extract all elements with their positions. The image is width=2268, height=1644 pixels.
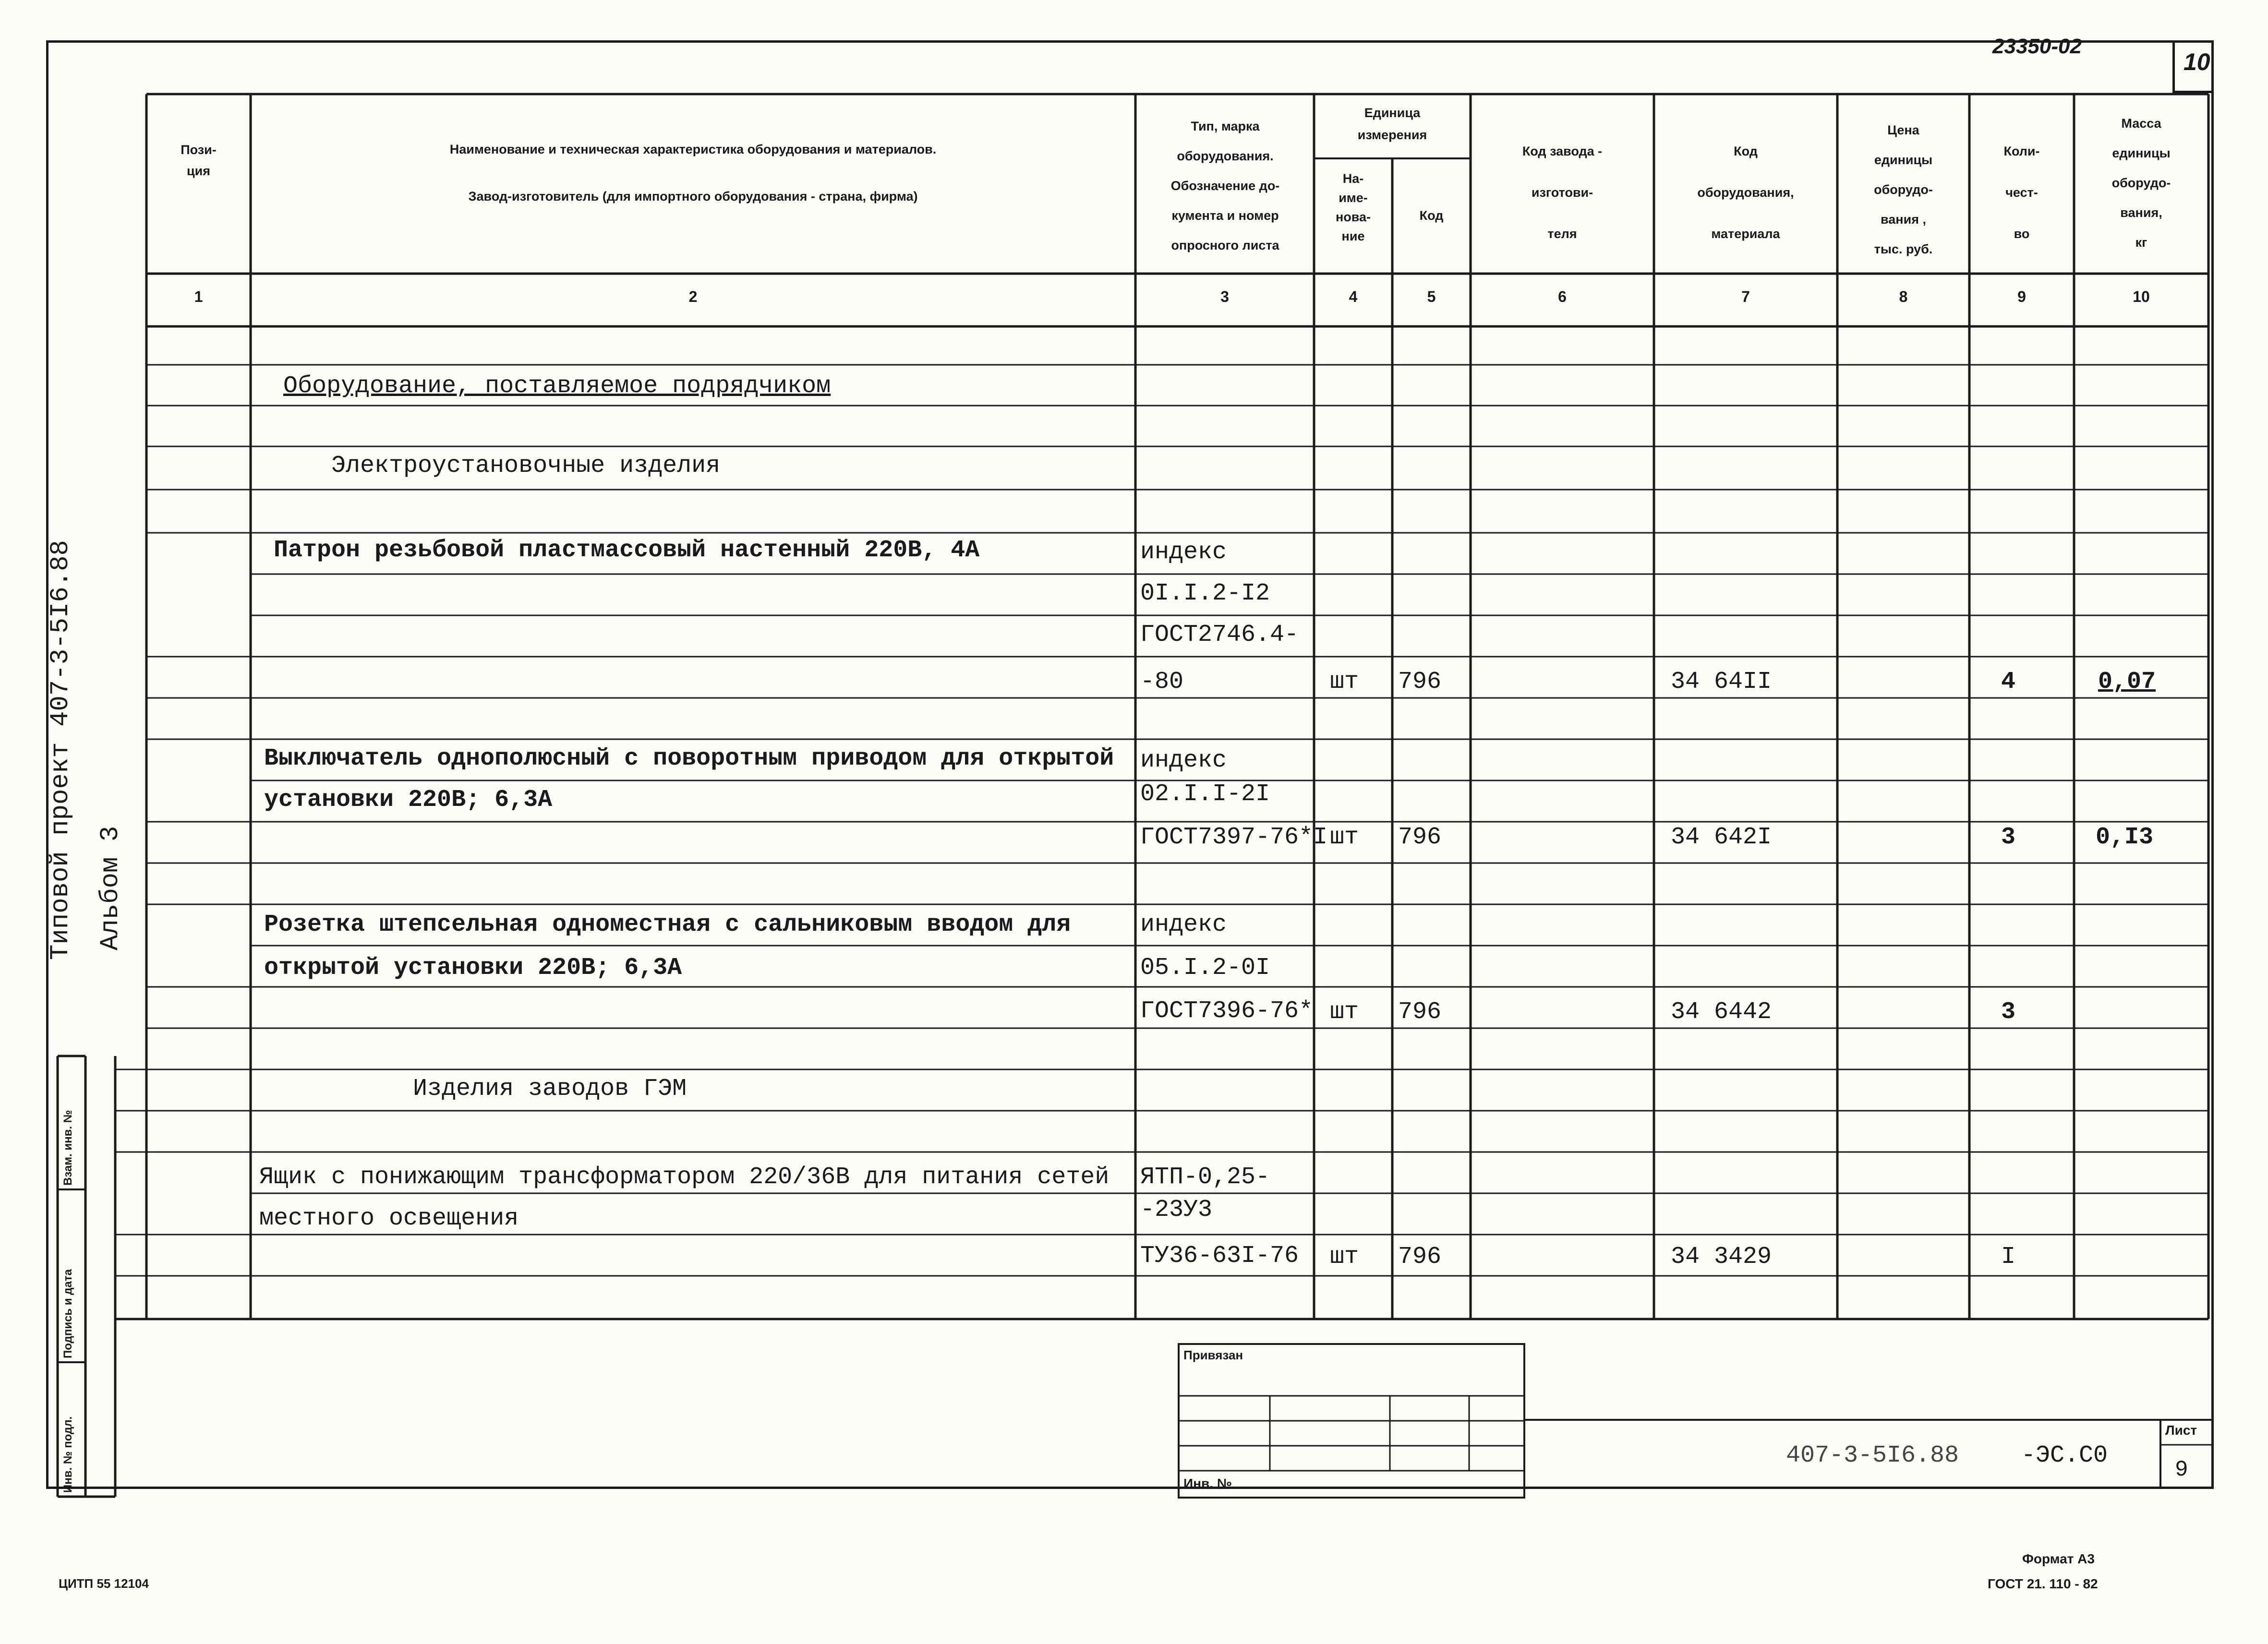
- header-material-code: Код оборудования, материала: [1697, 144, 1794, 241]
- item-name: установки 220В; 6,3А: [264, 786, 553, 814]
- item-type: индекс: [1140, 539, 1227, 566]
- item-type: ГОСТ7396-76*: [1140, 997, 1314, 1025]
- item-material-code: 34 64II: [1671, 668, 1772, 696]
- colnum-5: 5: [1427, 288, 1436, 305]
- side-album-title: Альбом 3: [96, 826, 125, 950]
- header-quantity: Коли- чест- во: [2003, 144, 2040, 241]
- page-number-top: 10: [2184, 48, 2210, 75]
- item-name: открытой установки 220В; 6,3А: [264, 954, 682, 982]
- colnum-8: 8: [1899, 288, 1908, 305]
- item-type: ГОСТ2746.4-: [1140, 621, 1299, 648]
- header-unit: Единица измерения: [1357, 106, 1427, 142]
- item-type: -23У3: [1140, 1196, 1213, 1224]
- item-unit: шт: [1330, 668, 1359, 696]
- colnum-10: 10: [2133, 288, 2150, 305]
- item-name: местного освещения: [259, 1205, 519, 1232]
- item-quantity: 4: [2001, 668, 2016, 696]
- section-heading-electrical: Электроустановочные изделия: [331, 452, 721, 480]
- colnum-3: 3: [1220, 288, 1229, 305]
- footer-format: Формат А3: [2022, 1551, 2095, 1566]
- header-unit-code: Код: [1419, 208, 1444, 223]
- item-type: ЯТП-0,25-: [1140, 1164, 1270, 1191]
- item-name: Розетка штепсельная одноместная с сальниковым вводом для: [264, 911, 1071, 938]
- header-position: Пози- ция: [181, 143, 217, 178]
- footer-gost: ГОСТ 21. 110 - 82: [1988, 1576, 2098, 1591]
- header-type: Тип, марка оборудования. Обозначение до- кумента и номер опросного листа: [1170, 119, 1280, 252]
- item-name: Выключатель однополюсный с поворотным приводом для открытой: [264, 745, 1114, 772]
- item-mass: 0,I3: [2096, 824, 2154, 851]
- doc-number-top: 23350-02: [1992, 35, 2082, 58]
- item-material-code: 34 642I: [1671, 824, 1772, 851]
- item-material-code: 34 3429: [1671, 1243, 1772, 1271]
- colnum-6: 6: [1558, 288, 1567, 305]
- item-type: индекс: [1140, 911, 1227, 938]
- item-unit-code: 796: [1398, 998, 1442, 1026]
- item-name: Патрон резьбовой пластмассовый настенный 220В, 4А: [274, 537, 980, 564]
- section-heading-contractor: Оборудование, поставляемое подрядчиком: [283, 372, 831, 400]
- item-material-code: 34 6442: [1671, 998, 1772, 1026]
- header-name-line2: Завод-изготовитель (для импортного оборудования - страна, фирма): [468, 189, 918, 204]
- colnum-1: 1: [194, 288, 203, 305]
- footer-citp: ЦИТП 55 12104: [59, 1576, 149, 1591]
- side-box-inv: Инв. № подл.: [61, 1416, 74, 1493]
- item-type: ГОСТ7397-76*I: [1140, 824, 1328, 851]
- item-quantity: 3: [2001, 824, 2016, 851]
- item-quantity: 3: [2001, 998, 2016, 1026]
- item-quantity: I: [2001, 1243, 2016, 1271]
- item-unit-code: 796: [1398, 668, 1442, 696]
- item-unit: шт: [1330, 998, 1359, 1026]
- header-unit-name: На- име- нова- ние: [1335, 171, 1371, 243]
- section-heading-gem: Изделия заводов ГЭМ: [413, 1075, 687, 1103]
- item-unit-code: 796: [1398, 1243, 1442, 1271]
- item-name: Ящик с понижающим трансформатором 220/36В для питания сетей: [259, 1164, 1110, 1191]
- stamp-list-number: 9: [2175, 1457, 2188, 1482]
- stamp-doc-number: 407-3-5I6.88: [1786, 1442, 1959, 1469]
- side-box-sign: Подпись и дата: [61, 1269, 74, 1358]
- header-price: Цена единицы оборудо- вания , тыс. руб.: [1874, 123, 1933, 256]
- header-name-line1: Наименование и техническая характеристика оборудования и материалов.: [449, 142, 937, 156]
- stamp-inv: Инв. №: [1183, 1476, 1232, 1491]
- item-type: индекс: [1140, 747, 1227, 774]
- stamp-list-label: Лист: [2165, 1423, 2197, 1438]
- header-mass: Масса единицы оборудо- вания, кг: [2111, 116, 2171, 250]
- colnum-9: 9: [2017, 288, 2026, 305]
- item-unit-code: 796: [1398, 824, 1442, 851]
- item-type: ТУ36-63I-76: [1140, 1242, 1299, 1270]
- stamp-doc-suffix: -ЭС.С0: [2021, 1442, 2108, 1469]
- colnum-2: 2: [688, 288, 698, 305]
- item-type: -80: [1140, 668, 1184, 696]
- item-mass: 0,07: [2098, 668, 2156, 696]
- item-type: 0I.I.2-I2: [1140, 580, 1270, 607]
- colnum-7: 7: [1741, 288, 1750, 305]
- item-unit: шт: [1330, 824, 1359, 851]
- side-project-title: Типовой проект 407-3-5I6.88: [46, 540, 75, 960]
- item-type: 05.I.2-0I: [1140, 954, 1270, 982]
- colnum-4: 4: [1349, 288, 1358, 305]
- stamp-privyazan: Привязан: [1183, 1348, 1243, 1362]
- item-unit: шт: [1330, 1243, 1359, 1271]
- header-factory-code: Код завода - изготови- теля: [1522, 144, 1603, 241]
- item-type: 02.I.I-2I: [1140, 780, 1270, 808]
- side-box-vzam: Взам. инв. №: [61, 1110, 74, 1186]
